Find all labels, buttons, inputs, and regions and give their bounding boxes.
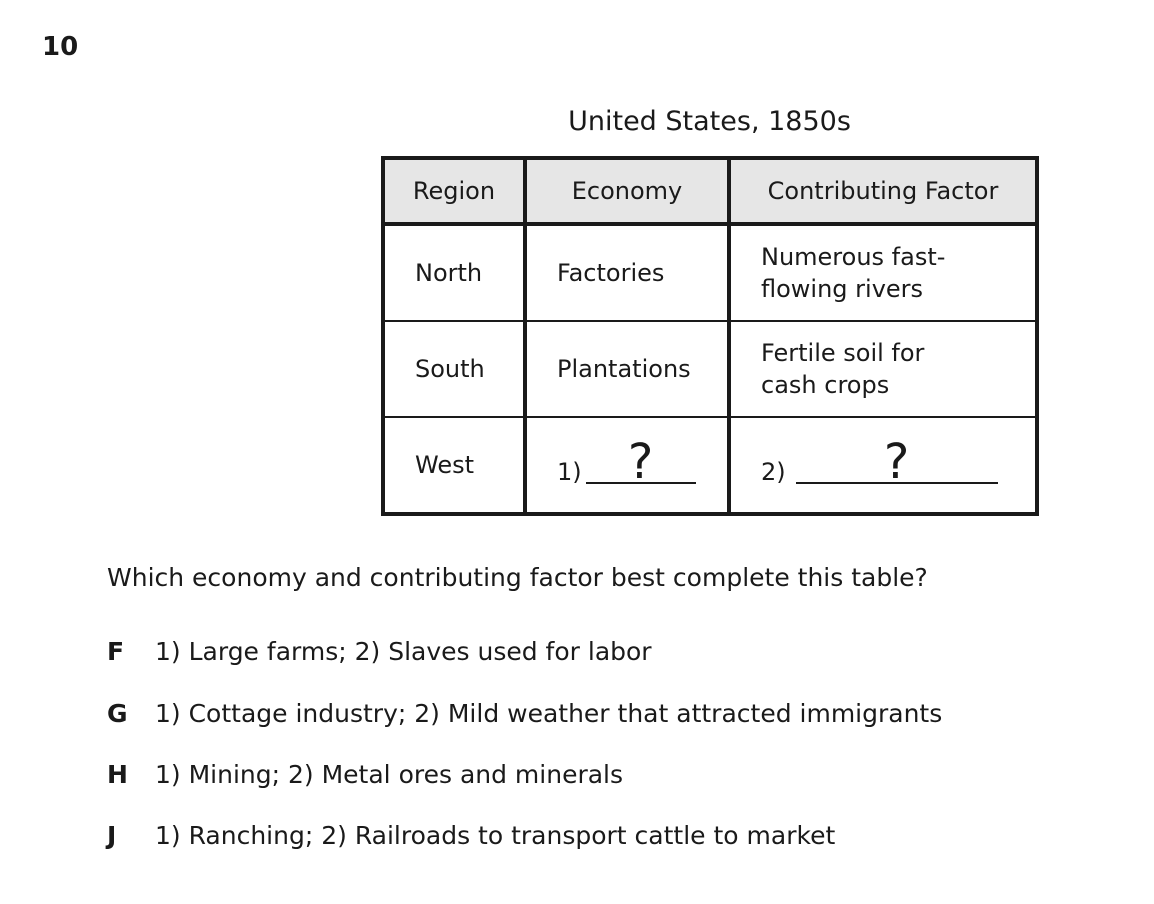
choice-text: 1) Ranching; 2) Railroads to transport cattle to market: [155, 821, 836, 850]
blank-factor-number: 2): [761, 458, 786, 486]
header-region: Region: [383, 158, 525, 224]
answer-choice-f[interactable]: [107, 637, 652, 666]
cell-factor: [729, 224, 1037, 321]
blank-economy: [557, 434, 696, 490]
cell-factor-blank: [729, 417, 1037, 514]
cell-region: South: [383, 321, 525, 417]
table-header-row: [383, 158, 1037, 224]
blank-factor: [761, 434, 998, 490]
cell-factor: [729, 321, 1037, 417]
question-text: Which economy and contributing factor best complete this table?: [107, 563, 928, 592]
answer-choice-j[interactable]: [107, 821, 835, 850]
cell-factor-line: Numerous fast-: [761, 243, 946, 271]
header-economy: Economy: [525, 158, 729, 224]
table-row: [383, 224, 1037, 321]
choice-letter: F: [107, 637, 125, 666]
blank-factor-mark: ?: [796, 442, 998, 484]
cell-region: West: [383, 417, 525, 514]
cell-economy: Factories: [525, 224, 729, 321]
table-row: [383, 417, 1037, 514]
choice-text: 1) Mining; 2) Metal ores and minerals: [155, 760, 624, 789]
choice-letter: J: [107, 821, 117, 850]
table-title: United States, 1850s: [568, 106, 851, 137]
answer-choice-h[interactable]: [107, 760, 623, 789]
table-row: [383, 321, 1037, 417]
blank-economy-mark: ?: [586, 442, 696, 484]
blank-economy-number: 1): [557, 458, 582, 486]
choice-text: 1) Large farms; 2) Slaves used for labor: [155, 637, 652, 666]
choice-text: 1) Cottage industry; 2) Mild weather that attracted immigrants: [155, 699, 943, 728]
cell-factor-line: cash crops: [761, 371, 890, 399]
choice-letter: G: [107, 699, 128, 728]
data-table: [381, 156, 1039, 516]
cell-factor-line: flowing rivers: [761, 275, 924, 303]
cell-economy: Plantations: [525, 321, 729, 417]
cell-factor-line: Fertile soil for: [761, 339, 925, 367]
header-contributing-factor: Contributing Factor: [729, 158, 1037, 224]
cell-region: North: [383, 224, 525, 321]
cell-economy-blank: [525, 417, 729, 514]
choice-letter: H: [107, 760, 128, 789]
question-number: 10: [42, 32, 79, 62]
answer-choice-g[interactable]: [107, 699, 942, 728]
